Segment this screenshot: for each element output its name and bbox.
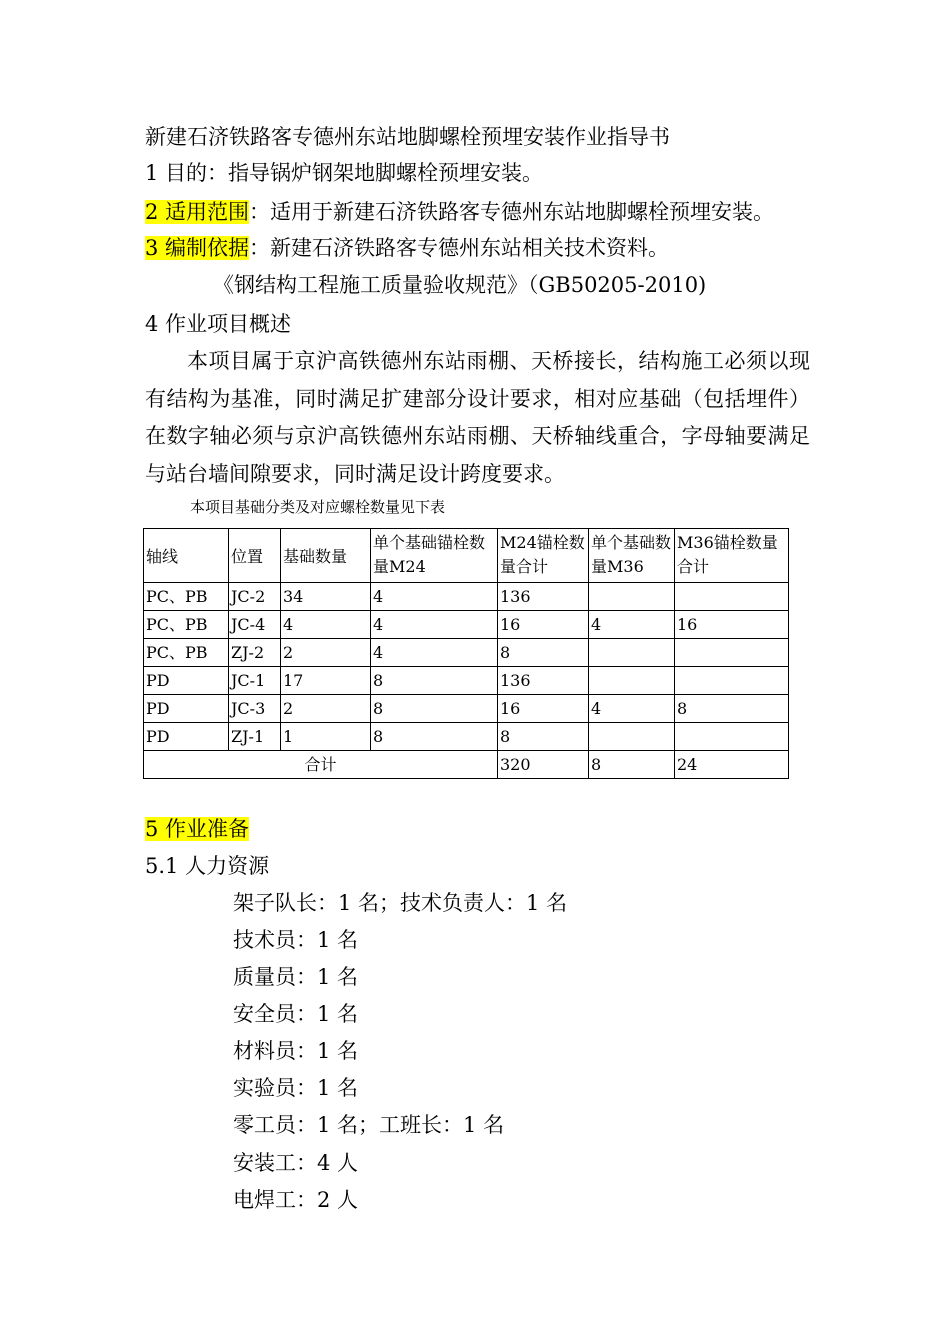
staff-item: 实验员：1 名 <box>233 1076 359 1100</box>
section-5-label: 5 作业准备 <box>145 817 250 841</box>
section-1-text: 指导锅炉钢架地脚螺栓预埋安装。 <box>228 161 544 185</box>
section-4-heading: 4 作业项目概述 <box>145 312 292 336</box>
staff-item: 技术员：1 名 <box>233 928 359 952</box>
document-title: 新建石济铁路客专德州东站地脚螺栓预埋安装作业指导书 <box>145 125 670 149</box>
table-header-cell: M36锚栓数量合计 <box>675 529 789 583</box>
table-cell: JC-3 <box>229 695 281 723</box>
table-cell: 4 <box>281 611 371 639</box>
table-cell: 1 <box>281 723 371 751</box>
table-cell: 4 <box>589 611 675 639</box>
table-header-cell: 轴线 <box>144 529 229 583</box>
section-3-label: 3 编制依据 <box>145 236 250 260</box>
section-1-purpose <box>145 159 543 187</box>
staff-item: 材料员：1 名 <box>233 1039 359 1063</box>
table-cell: ZJ-2 <box>229 639 281 667</box>
table-cell: PD <box>144 695 229 723</box>
table-row <box>144 583 789 611</box>
staff-item: 电焊工：2 人 <box>233 1188 359 1212</box>
table-total-label: 合计 <box>144 751 498 779</box>
table-cell: 16 <box>675 611 789 639</box>
section-1-label: 1 目的： <box>145 161 229 185</box>
table-cell: PC、PB <box>144 611 229 639</box>
table-header-cell: 基础数量 <box>281 529 371 583</box>
table-cell: 8 <box>371 667 498 695</box>
section-3-reference: 《钢结构工程施工质量验收规范》（GB50205-2010) <box>213 273 707 297</box>
table-header-cell: 单个基础锚栓数量M24 <box>371 529 498 583</box>
table-cell <box>675 667 789 695</box>
table-cell: 4 <box>371 611 498 639</box>
table-cell: 34 <box>281 583 371 611</box>
table-total-row <box>144 751 789 779</box>
section-3-text: ：新建石济铁路客专德州东站相关技术资料。 <box>249 236 670 260</box>
table-cell: 4 <box>371 583 498 611</box>
staff-item: 架子队长：1 名；技术负责人：1 名 <box>233 891 568 915</box>
table-row <box>144 695 789 723</box>
table-row <box>144 667 789 695</box>
table-cell: 17 <box>281 667 371 695</box>
table-total-m36-single: 8 <box>589 751 675 779</box>
table-cell: 136 <box>498 583 589 611</box>
table-cell <box>589 583 675 611</box>
table-cell: 8 <box>498 639 589 667</box>
table-cell <box>675 723 789 751</box>
table-row <box>144 723 789 751</box>
table-cell: JC-2 <box>229 583 281 611</box>
section-4-paragraph: 本项目属于京沪高铁德州东站雨棚、天桥接长，结构施工必须以现有结构为基准，同时满足扩建部分设计要求，相对应基础（包括埋件）在数字轴必须与京沪高铁德州东站雨棚、天桥轴线重合，字母轴要满足与站台墙间隙要求，同时满足设计跨度要求。 <box>145 349 810 486</box>
staff-item: 安装工：4 人 <box>233 1151 359 1175</box>
table-cell: 16 <box>498 695 589 723</box>
section-5-1-heading: 5.1 人力资源 <box>145 854 270 878</box>
table-cell <box>589 723 675 751</box>
table-row <box>144 611 789 639</box>
table-header-row <box>144 529 789 583</box>
table-cell: JC-1 <box>229 667 281 695</box>
section-5-heading <box>145 815 249 843</box>
table-cell: 8 <box>371 723 498 751</box>
table-header-cell: 单个基础数量M36 <box>589 529 675 583</box>
section-2-label: 2 适用范围 <box>145 200 250 224</box>
table-row <box>144 639 789 667</box>
staff-item: 零工员：1 名；工班长：1 名 <box>233 1113 505 1137</box>
bolt-quantity-table <box>143 528 789 779</box>
table-cell <box>589 667 675 695</box>
table-cell <box>675 639 789 667</box>
table-cell: PC、PB <box>144 639 229 667</box>
table-cell: PC、PB <box>144 583 229 611</box>
staff-item: 安全员：1 名 <box>233 1002 359 1026</box>
table-cell: 8 <box>498 723 589 751</box>
table-cell: 136 <box>498 667 589 695</box>
table-cell: 2 <box>281 695 371 723</box>
table-cell: PD <box>144 667 229 695</box>
table-total-m24: 320 <box>498 751 589 779</box>
table-cell: JC-4 <box>229 611 281 639</box>
table-cell: 8 <box>371 695 498 723</box>
table-total-m36: 24 <box>675 751 789 779</box>
table-cell <box>589 639 675 667</box>
table-cell: 4 <box>371 639 498 667</box>
table-cell <box>675 583 789 611</box>
table-cell: 4 <box>589 695 675 723</box>
table-cell: 16 <box>498 611 589 639</box>
table-header-cell: M24锚栓数量合计 <box>498 529 589 583</box>
section-3-basis <box>145 234 669 262</box>
table-cell: 8 <box>675 695 789 723</box>
staff-item: 质量员：1 名 <box>233 965 359 989</box>
table-cell: ZJ-1 <box>229 723 281 751</box>
section-2-text: ：适用于新建石济铁路客专德州东站地脚螺栓预埋安装。 <box>249 200 775 224</box>
table-cell: 2 <box>281 639 371 667</box>
table-header-cell: 位置 <box>229 529 281 583</box>
table-caption: 本项目基础分类及对应螺栓数量见下表 <box>190 498 446 516</box>
section-2-scope <box>145 198 774 226</box>
table-cell: PD <box>144 723 229 751</box>
